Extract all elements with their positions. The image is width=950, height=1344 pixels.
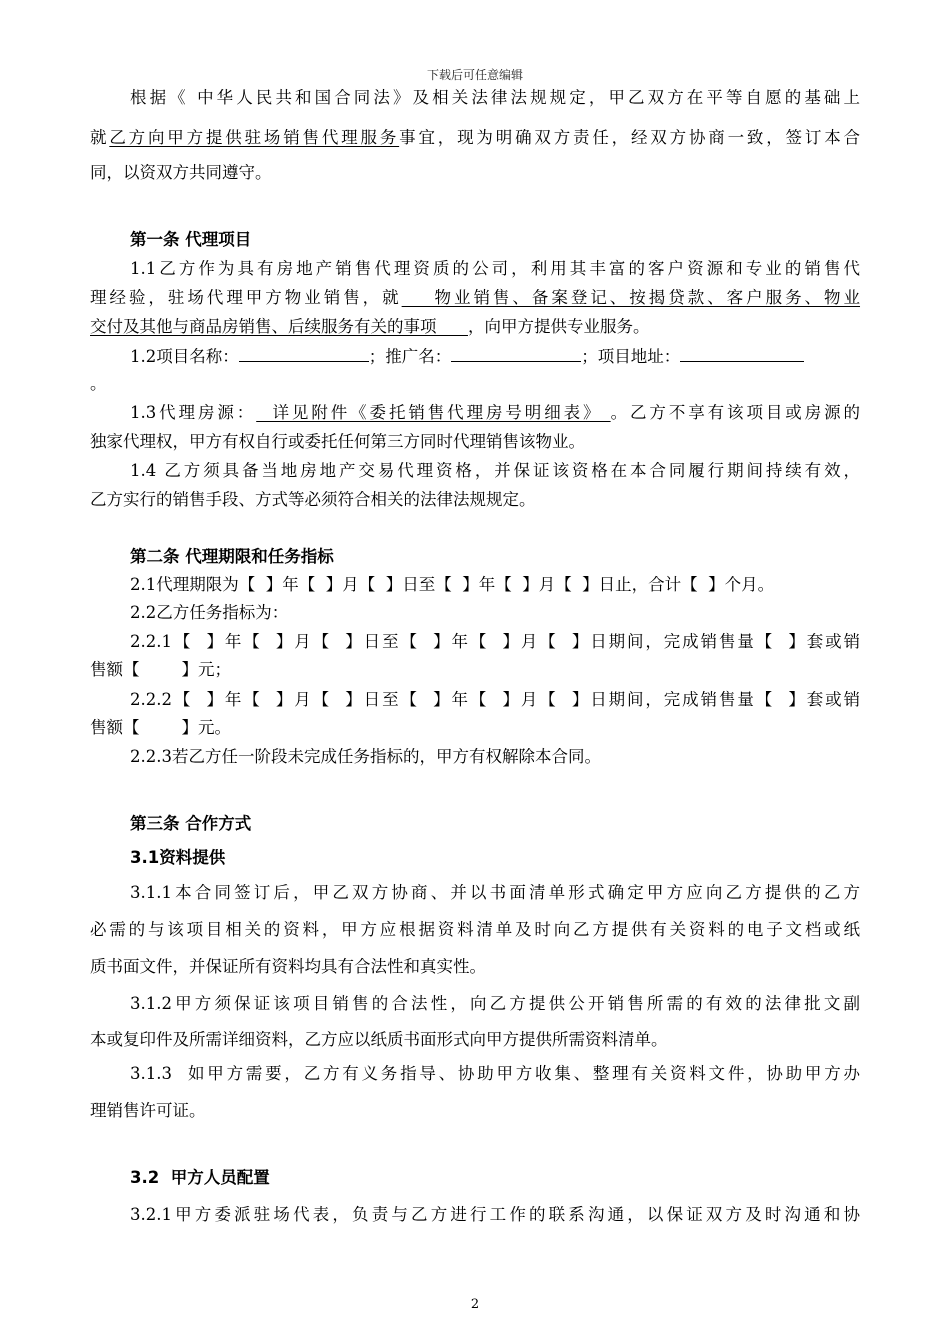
service-scope: 物业销售、备案登记、按揭贷款、客户服务、物业 xyxy=(401,288,861,307)
section-3-2-title: 3.2 甲方人员配置 xyxy=(130,1168,270,1187)
project-name-label: 1.2项目名称： xyxy=(130,347,239,366)
page-number: 2 xyxy=(470,1297,480,1312)
clause-1-3-line-1 xyxy=(130,403,860,423)
clause-1-1-line-1: 1.1乙方作为具有房地产销售代理资质的公司，利用其丰富的客户资源和专业的销售代 xyxy=(130,259,860,278)
project-address-blank[interactable] xyxy=(680,346,804,362)
clause-text: 1.3代理房源： xyxy=(130,403,257,422)
clause-text: 。乙方不享有该项目或房源的 xyxy=(610,403,861,422)
project-name-blank[interactable] xyxy=(239,346,369,362)
clause-3-2-1-line-1: 3.2.1甲方委派驻场代表，负责与乙方进行工作的联系沟通，以保证双方及时沟通和协 xyxy=(130,1205,860,1224)
clause-1-1-line-3 xyxy=(90,317,860,337)
clause-1-3-line-2: 独家代理权，甲方有权自行或委托任何第三方同时代理销售该物业。 xyxy=(90,432,585,451)
header-note: 下载后可任意编辑 xyxy=(426,68,523,82)
clause-3-1-3-line-2: 理销售许可证。 xyxy=(90,1101,206,1120)
clause-3-1-2-line-2: 本或复印件及所需详细资料，乙方应以纸质书面形式向甲方提供所需资料清单。 xyxy=(90,1030,668,1049)
clause-1-2 xyxy=(130,346,860,367)
clause-1-4-line-1: 1.4 乙方须具备当地房地产交易代理资格，并保证该资格在本合同履行期间持续有效， xyxy=(130,461,860,480)
clause-2-2: 2.2乙方任务指标为： xyxy=(130,603,289,622)
intro-text: 事宜，现为明确双方责任，经双方协商一致，签订本合 xyxy=(399,128,861,147)
article-1-title: 第一条 代理项目 xyxy=(130,230,252,249)
service-scope: 交付及其他与商品房销售、后续服务有关的事项 xyxy=(90,317,468,336)
intro-line-3: 同，以资双方共同遵守。 xyxy=(90,163,272,182)
clause-2-2-2-line-1: 2.2.2【 】年【 】月【 】日至【 】年【 】月【 】日期间，完成销售量【 】套或销 xyxy=(130,690,860,709)
clause-3-1-2-line-1: 3.1.2甲方须保证该项目销售的合法性，向乙方提供公开销售所需的有效的法律批文副 xyxy=(130,994,860,1013)
clause-2-2-3: 2.2.3若乙方任一阶段未完成任务指标的，甲方有权解除本合同。 xyxy=(130,747,601,766)
intro-line-1: 根据《 中华人民共和国合同法》及相关法律法规规定，甲乙双方在平等自愿的基础上 xyxy=(130,88,860,107)
clause-3-1-3-line-1: 3.1.3 如甲方需要，乙方有义务指导、协助甲方收集、整理有关资料文件，协助甲方办 xyxy=(130,1064,860,1083)
service-subject: 乙方向甲方提供驻场销售代理服务 xyxy=(109,128,400,147)
clause-text: 理经验，驻场代理甲方物业销售，就 xyxy=(90,288,402,307)
clause-1-1-line-2 xyxy=(90,288,860,308)
intro-text: 就 xyxy=(90,128,110,147)
article-2-title: 第二条 代理期限和任务指标 xyxy=(130,547,334,566)
clause-2-2-1-line-1: 2.2.1【 】年【 】月【 】日至【 】年【 】月【 】日期间，完成销售量【 】套或销 xyxy=(130,632,860,651)
section-3-1-title: 3.1资料提供 xyxy=(130,848,226,867)
property-attachment-ref: 详见附件《委托销售代理房号明细表》 xyxy=(256,403,611,422)
clause-3-1-1-line-3: 质书面文件，并保证所有资料均具有合法性和真实性。 xyxy=(90,957,486,976)
intro-line-2 xyxy=(90,128,860,148)
article-3-title: 第三条 合作方式 xyxy=(130,814,252,833)
clause-2-2-2-line-2: 售额【 】元。 xyxy=(90,718,231,737)
clause-1-4-line-2: 乙方实行的销售手段、方式等必须符合相关的法律法规规定。 xyxy=(90,490,536,509)
promo-name-label: ；推广名： xyxy=(368,347,452,366)
project-address-label: ；项目地址： xyxy=(581,347,681,366)
clause-1-2-end: 。 xyxy=(90,374,107,393)
promo-name-blank[interactable] xyxy=(451,346,581,362)
clause-2-2-1-line-2: 售额【 】元； xyxy=(90,660,231,679)
clause-3-1-1-line-2: 必需的与该项目相关的资料，甲方应根据资料清单及时向乙方提供有关资料的电子文档或纸 xyxy=(90,920,860,939)
clause-2-1: 2.1代理期限为【 】年【 】月【 】日至【 】年【 】月【 】日止，合计【 】个月。 xyxy=(130,575,775,594)
clause-text: ，向甲方提供专业服务。 xyxy=(467,317,650,336)
clause-3-1-1-line-1: 3.1.1本合同签订后，甲乙双方协商、并以书面清单形式确定甲方应向乙方提供的乙方 xyxy=(130,883,860,902)
